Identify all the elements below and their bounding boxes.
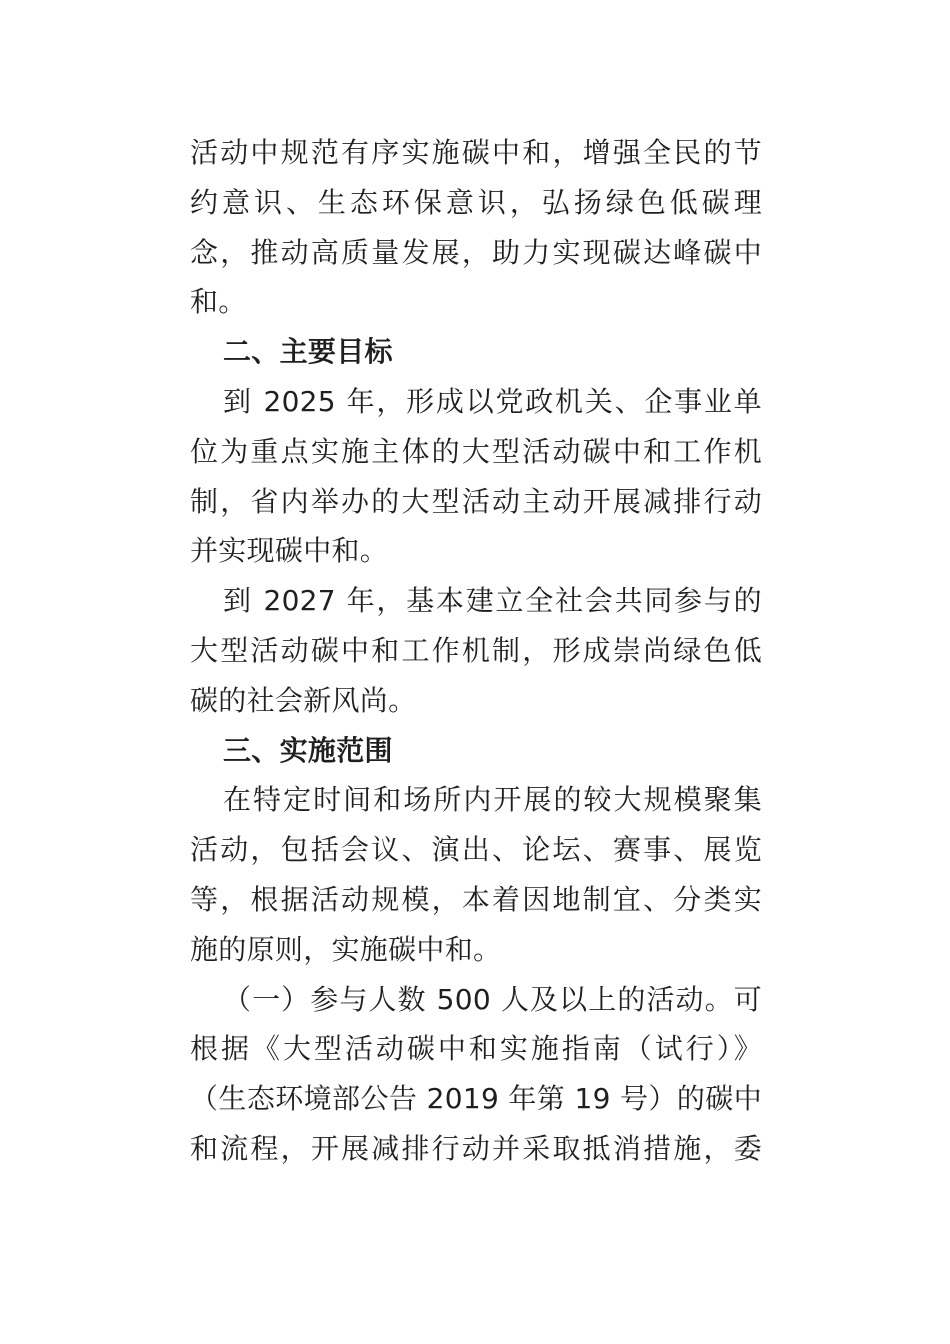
text-line: 位为重点实施主体的大型活动碳中和工作机 — [190, 434, 762, 468]
text-line: 和流程，开展减排行动并采取抵消措施，委 — [190, 1131, 762, 1165]
text-line: 碳的社会新风尚。 — [190, 683, 417, 717]
text-line: 念，推动高质量发展，助力实现碳达峰碳中 — [190, 235, 762, 269]
document-body — [190, 128, 762, 1174]
text-line: 活动中规范有序实施碳中和，增强全民的节 — [190, 136, 762, 169]
text-line: 活动，包括会议、演出、论坛、赛事、展览 — [190, 833, 762, 867]
text-line: 等，根据活动规模，本着因地制宜、分类实 — [190, 882, 762, 916]
paragraph-2027-goal — [190, 576, 762, 725]
text-line: 制，省内举办的大型活动主动开展减排行动 — [190, 484, 762, 518]
section-heading-main-goals: 二、主要目标 — [223, 335, 393, 369]
paragraph-intro — [190, 128, 762, 327]
text-line: 大型活动碳中和工作机制，形成崇尚绿色低 — [190, 633, 762, 667]
text-line: 到 2025 年，形成以党政机关、企事业单 — [223, 384, 762, 418]
section-heading-scope: 三、实施范围 — [223, 733, 393, 767]
text-line: 约意识、生态环保意识，弘扬绿色低碳理 — [190, 185, 762, 219]
text-line: 在特定时间和场所内开展的较大规模聚集 — [223, 783, 762, 817]
text-line: （一）参与人数 500 人及以上的活动。可 — [223, 982, 762, 1016]
paragraph-item-1 — [190, 975, 762, 1174]
text-line: 并实现碳中和。 — [190, 534, 389, 568]
text-line: 根据《大型活动碳中和实施指南（试行）》 — [190, 1032, 762, 1066]
text-line: 到 2027 年，基本建立全社会共同参与的 — [223, 584, 762, 618]
paragraph-scope — [190, 775, 762, 974]
text-line: （生态环境部公告 2019 年第 19 号）的碳中 — [190, 1082, 762, 1116]
text-line: 施的原则，实施碳中和。 — [190, 932, 502, 966]
paragraph-2025-goal — [190, 377, 762, 576]
text-line: 和。 — [190, 285, 247, 319]
